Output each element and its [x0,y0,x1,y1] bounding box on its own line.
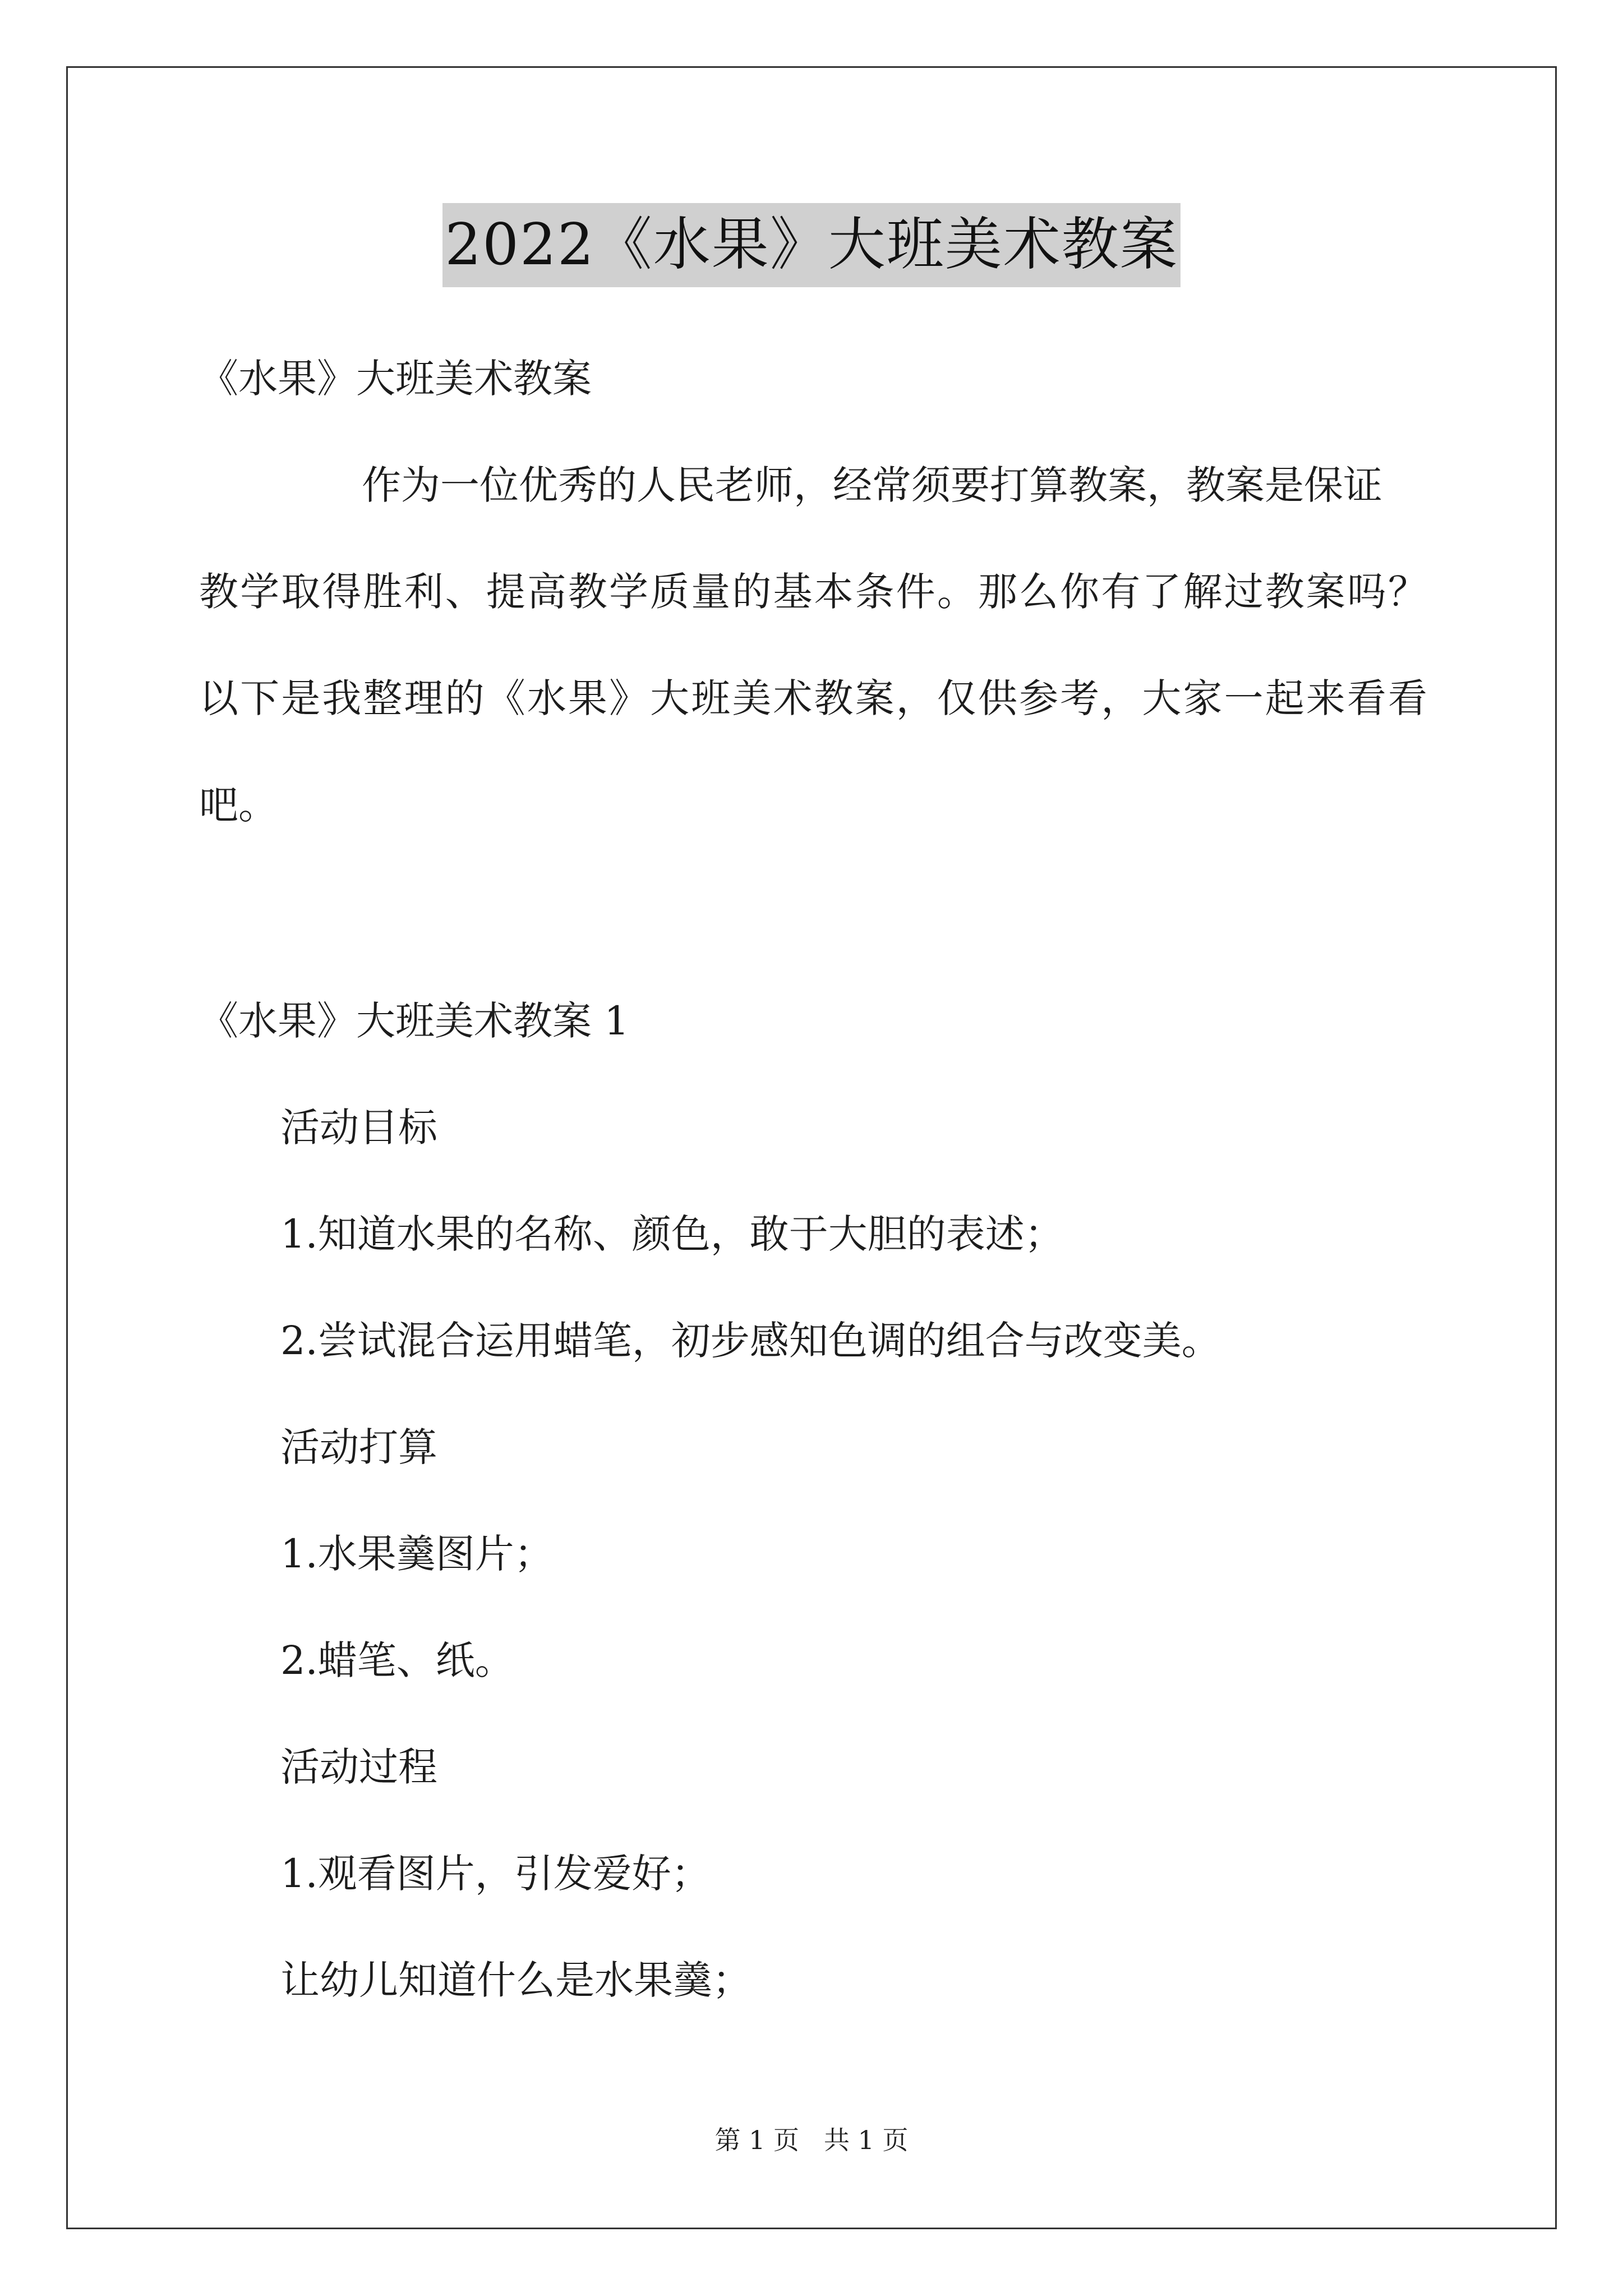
page-number-total: 共 1 页 [824,2125,909,2155]
body-line-prep-2: 2.蜡笔、纸。 [280,1637,514,1683]
page-number-current: 第 1 页 [714,2125,799,2155]
body-line-goals-heading: 活动目标 [280,1105,437,1151]
intro-line-1: 作为一位优秀的人民老师，经常须要打算教案，教案是保证 [362,462,1382,508]
body-line-process-2: 让幼儿知道什么是水果羹； [280,1957,751,2003]
intro-line-2: 教学取得胜利、提高教学质量的基本条件。那么你有了解过教案吗？ [199,569,1427,615]
intro-line-3: 以下是我整理的《水果》大班美术教案，仅供参考，大家一起来看看 [199,675,1427,721]
body-line-goal-1: 1.知道水果的名称、颜色，敢于大胆的表述； [280,1211,1064,1257]
body-line-process-1: 1.观看图片，引发爱好； [280,1851,711,1897]
body-line-prep-1: 1.水果羹图片； [280,1531,554,1577]
intro-line-4: 吧。 [199,782,278,828]
title-container [0,203,1623,287]
section-heading: 《水果》大班美术教案 1 [199,998,629,1044]
page-footer [0,2123,1623,2157]
body-line-prep-heading: 活动打算 [280,1424,437,1470]
document-subtitle: 《水果》大班美术教案 [199,356,592,402]
body-line-process-heading: 活动过程 [280,1744,437,1790]
body-line-goal-2: 2.尝试混合运用蜡笔，初步感知色调的组合与改变美。 [280,1318,1221,1364]
document-title: 2022《水果》大班美术教案 [442,203,1181,287]
